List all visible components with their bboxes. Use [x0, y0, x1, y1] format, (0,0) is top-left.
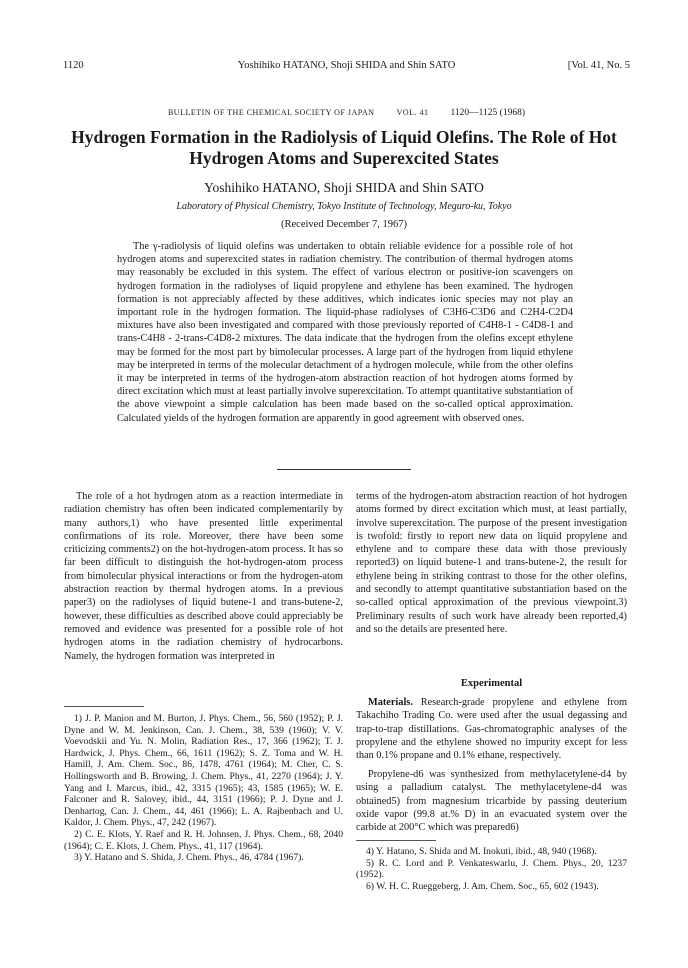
page-number: 1120	[63, 60, 84, 71]
journal-pages: 1120—1125 (1968)	[450, 108, 526, 118]
materials-lead: Materials.	[368, 697, 413, 708]
abstract: The γ-radiolysis of liquid olefins was undertaken to obtain reliable evidence for a possible role of hot hydrogen atoms and superexcited states in radiation chemistry. The contribution of thermal hydrogen atoms may reasonably be excluded in this system. The effect of various electron or positive-ion scavengers on hydrogen formation in the radiolyses of liquid propylene and ethylene has been examined. The hydrogen formation is not appreciably affected by these additives, which indicates ionic species may not play an important role in the hydrogen formation. The liquid-phase radiolyses of C3H6-C3D6 and C2H4-C2D4 mixtures have also been investigated and compared with those previously reported of C4H8-1 - C4D8-1 and trans-C4H8 - 2-trans-C4D8-2 mixtures. The data indicate that the hydrogen from the olefins except ethylene may be formed for the most part by bimolecular processes. A large part of the hydrogen from liquid ethylene may be interpreted in terms of the molecular detachment of a hydrogen molecule, while from the other olefins it may be interpreted in terms of the hydrogen-atom abstraction reaction of hot hydrogen atoms formed by direct excitation which must at least partially involve superexcitation. To attempt quantitative substantiation of the above viewpoint a simple calculation has been made based on the so-called optical approximation. Calculated yields of the hydrogen formation are apparently in good agreement with observed ones.	[117, 241, 573, 424]
footnote-1: 1) J. P. Manion and M. Burton, J. Phys. Chem., 56, 560 (1952); P. J. Dyne and W. M. Jenkinson, Can. J. Chem., 38, 539 (1960); V. V. Voevodskii and Yu. N. Molin, Radiation Res., 17, 366 (1962); T. J. Hardwick, J. Phys. Chem., 66, 1611 (1962); S. Z. Toma and W. H. Hamill, J. Am. Chem. Soc., 86, 1478, 4761 (1964); M. Cher, C. S. Hollingsworth and B. Browing, J. Chem. Phys., 41, 2270 (1964); J. Y. Yang and I. Marcus, ibid., 42, 3315 (1965); 43, 1585 (1965); W. E. Falconer and R. Salovey, ibid., 44, 3151 (1966); P. J. Dyne and J. Denhartog, Can. J. Chem., 44, 461 (1966); L. A. Rajbenbach and U. Kaldor, J. Chem. Phys., 47, 242 (1967).	[64, 713, 343, 829]
section-heading-experimental: Experimental	[460, 678, 523, 689]
journal-name: BULLETIN OF THE CHEMICAL SOCIETY OF JAPAN	[167, 108, 375, 117]
journal-volume: VOL. 41	[396, 108, 429, 117]
materials-paragraph	[356, 696, 627, 762]
running-head	[63, 60, 630, 76]
footnote-4: 4) Y. Hatano, S. Shida and M. Inokuti, ibid., 48, 940 (1968).	[366, 846, 597, 857]
body-left-column: The role of a hot hydrogen atom as a reaction intermediate in radiation chemistry has often been indicated complementarily by many authors,1) who have presented little experimental confirmations of its role. Moreover, there have been some criticizing comments2) on the hot-hydrogen-atom process. It has so far been difficult to distinguish the hot-hydrogen-atom process from bimolecular physical interactions or from the hydrogen-atom abstraction reaction by thermal hydrogen atoms. In a previous paper3) on the radiolyses of liquid butene-1 and trans-butene-2, however, these difficulties as described above could appreciably be removed and evidence was presented for a possible role of hot hydrogen atoms in the radiation chemistry of hydrocarbons. Namely, the hydrogen formation was interpreted in	[64, 491, 343, 662]
footnote-rule-left	[64, 706, 144, 707]
journal-line	[63, 108, 630, 118]
footnotes-left	[64, 713, 343, 864]
footnote-6: 6) W. H. C. Rueggeberg, J. Am. Chem. Soc., 65, 602 (1943).	[366, 880, 599, 892]
article-title: Hydrogen Formation in the Radiolysis of Liquid Olefins. The Role of Hot Hydrogen Atoms and Superexcited States	[71, 127, 617, 168]
received-date: (Received December 7, 1967)	[281, 219, 407, 230]
running-head-authors: Yoshihiko HATANO, Shoji SHIDA and Shin SATO	[237, 60, 456, 71]
footnote-rule-right	[356, 840, 436, 841]
article-affiliation: Laboratory of Physical Chemistry, Tokyo Institute of Technology, Meguro-ku, Tokyo	[176, 201, 512, 212]
footnote-2: 2) C. E. Klots, Y. Raef and R. H. Johnsen, J. Phys. Chem., 68, 2040 (1964); C. E. Klots, J. Chem. Phys., 41, 117 (1964).	[64, 828, 343, 852]
body-right-column: terms of the hydrogen-atom abstraction reaction of hot hydrogen atoms formed by direct excitation which must, at least partially, involve superexcitation. The purpose of the present investigation is twofold: firstly to report new data on liquid propylene and ethylene and to compare these data with those previously reported3) on liquid butene-1 and trans-butene-2, the result for ethylene being in striking contrast to those for the other olefins, and secondly to attempt quantitative substantiation based on the so-called optical approximation of the previous viewpoint.3) Preliminary results of such work have already been reported,4) and so the details are presented here.	[356, 491, 627, 635]
section-divider	[277, 469, 411, 470]
article-authors: Yoshihiko HATANO, Shoji SHIDA and Shin SATO	[204, 180, 484, 195]
footnote-3: 3) Y. Hatano and S. Shida, J. Chem. Phys., 46, 4784 (1967).	[74, 852, 304, 864]
volume-label: [Vol. 41, No. 5	[567, 60, 630, 71]
footnote-5: 5) R. C. Lord and P. Venkateswarlu, J. Chem. Phys., 20, 1237 (1952).	[356, 857, 627, 881]
materials-text: Research-grade propylene and ethylene from Takachiho Trading Co. were used after the usual degassing and trap-to-trap distillations. Gas-chromatographic analyses of the propylene and the ethylene showed no impurity except for less than 0.1% propane and 0.1% ethane, respectively.	[356, 697, 627, 762]
footnotes-right	[356, 846, 627, 892]
propylene-paragraph: Propylene-d6 was synthesized from methylacetylene-d4 by using a palladium catalyst. The methylacetylene-d4 was obtained5) from magnesium tricarbide by passing deuterium oxide vapor (99.8 at.% D) in an evacuated system over the carbide at 200°C which was prepared6)	[356, 769, 627, 834]
